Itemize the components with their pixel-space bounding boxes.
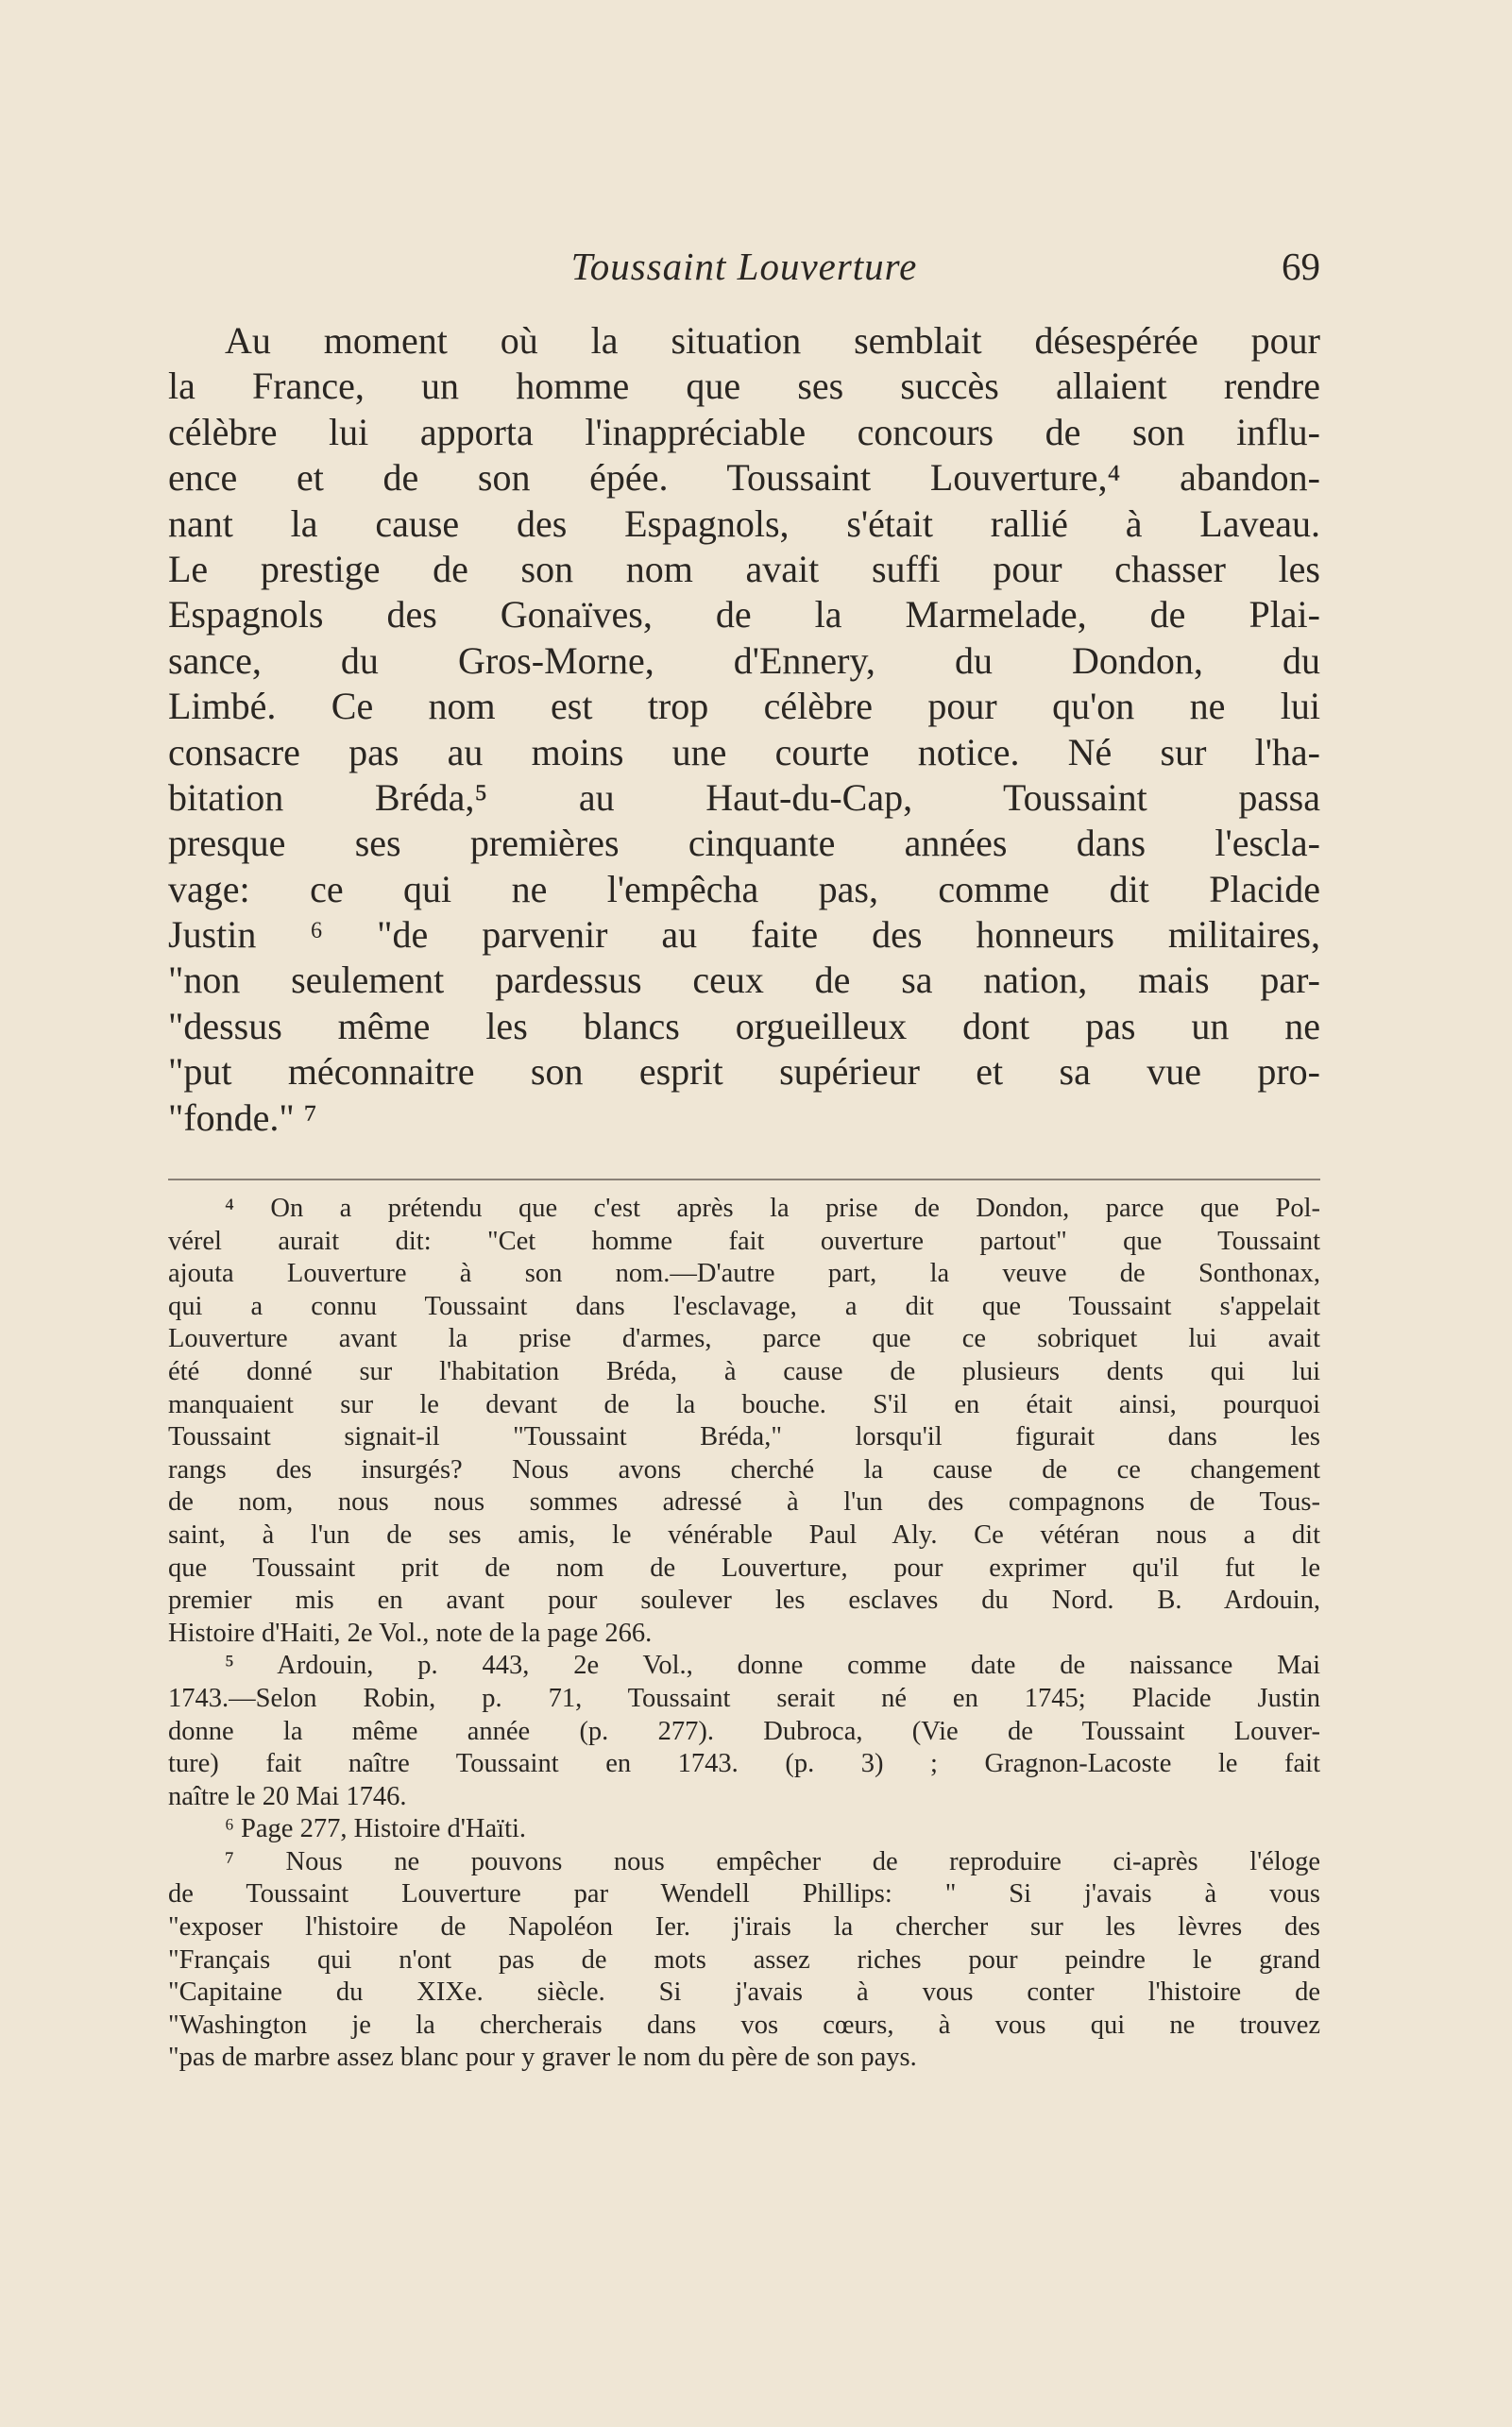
footnote-line: naître le 20 Mai 1746. — [168, 1781, 407, 1811]
running-title: Toussaint Louverture — [570, 245, 918, 288]
footnote-line: ajouta Louverture à son nom.—D'autre part, la veuve de Sonthonax, — [168, 1259, 1320, 1289]
text-line: Le prestige de son nom avait suffi pour chasser les — [168, 547, 1320, 590]
text-line: vage: ce qui ne l'empêcha pas, comme dit Placide — [168, 867, 1320, 910]
footnote-divider — [168, 1179, 1320, 1180]
main-paragraph — [168, 318, 1320, 1141]
footnote-line: de Toussaint Louverture par Wendell Phillips: " Si j'avais à vous — [168, 1879, 1320, 1909]
footnote-line: Louverture avant la prise d'armes, parce que ce sobriquet lui avait — [168, 1324, 1320, 1354]
text-line: la France, un homme que ses succès allaient rendre — [168, 365, 1320, 408]
text-line: ence et de son épée. Toussaint Louverture,⁴ abandon- — [168, 456, 1320, 500]
footnote-line: ⁶ Page 277, Histoire d'Haïti. — [225, 1814, 527, 1844]
footnote-line: Toussaint signait-il "Toussaint Bréda," lorsqu'il figurait dans les — [168, 1422, 1320, 1452]
footnote-line: ⁴ On a prétendu que c'est après la prise de Dondon, parce que Pol- — [225, 1194, 1320, 1223]
footnote-line: ture) fait naître Toussaint en 1743. (p. 3) ; Gragnon-Lacoste le fait — [168, 1749, 1320, 1779]
text-line: "dessus même les blancs orgueilleux dont pas un ne — [168, 1004, 1320, 1047]
footnote-line: Histoire d'Haiti, 2e Vol., note de la page 266. — [168, 1618, 653, 1648]
footnote-line: donne la même année (p. 277). Dubroca, (Vie de Toussaint Louver- — [168, 1716, 1320, 1746]
footnote-line: de nom, nous nous sommes adressé à l'un des compagnons de Tous- — [168, 1487, 1320, 1518]
footnote-line: ⁵ Ardouin, p. 443, 2e Vol., donne comme date de naissance Mai — [225, 1651, 1320, 1681]
text-line: sance, du Gros-Morne, d'Ennery, du Dondon, du — [168, 638, 1320, 682]
footnote-line: "pas de marbre assez blanc pour y graver le nom du père de son pays. — [168, 2043, 917, 2073]
text-line: célèbre lui apporta l'inappréciable concours de son influ- — [168, 410, 1320, 453]
text-line: Au moment où la situation semblait désespérée pour — [225, 319, 1320, 362]
text-line: bitation Bréda,⁵ au Haut-du-Cap, Toussaint passa — [168, 775, 1320, 819]
footnote-line: premier mis en avant pour soulever les esclaves du Nord. B. Ardouin, — [168, 1586, 1320, 1616]
footnote-line: "Washington je la chercherais dans vos cœurs, à vous qui ne trouvez — [168, 2010, 1320, 2040]
text-line: "put méconnaitre son esprit supérieur et sa vue pro- — [168, 1050, 1320, 1094]
footnote-line: ⁷ Nous ne pouvons nous empêcher de reproduire ci-après l'éloge — [225, 1846, 1320, 1876]
page-header — [168, 244, 1320, 300]
text-line: consacre pas au moins une courte notice. Né sur l'ha- — [168, 730, 1320, 773]
text-line: "fonde." ⁷ — [168, 1095, 317, 1139]
footnote-line: "Français qui n'ont pas de mots assez riches pour peindre le grand — [168, 1944, 1320, 1975]
footnote-line: manquaient sur le devant de la bouche. S'il en était ainsi, pourquoi — [168, 1389, 1320, 1419]
footnote-line: "exposer l'histoire de Napoléon Ier. j'irais la chercher sur les lèvres des — [168, 1912, 1320, 1943]
text-line: Espagnols des Gonaïves, de la Marmelade, de Plai- — [168, 593, 1320, 636]
footnote-line: été donné sur l'habitation Bréda, à cause de plusieurs dents qui lui — [168, 1356, 1320, 1386]
footnote-line: vérel aurait dit: "Cet homme fait ouverture partout" que Toussaint — [168, 1226, 1320, 1256]
footnote-line: "Capitaine du XIXe. siècle. Si j'avais à vous conter l'histoire de — [168, 1977, 1320, 2008]
footnote-line: que Toussaint prit de nom de Louverture, pour exprimer qu'il fut le — [168, 1553, 1320, 1583]
text-line: nant la cause des Espagnols, s'était rallié à Laveau. — [168, 501, 1320, 545]
text-line: presque ses premières cinquante années dans l'escla- — [168, 822, 1320, 865]
footnote-line: qui a connu Toussaint dans l'esclavage, a dit que Toussaint s'appelait — [168, 1291, 1320, 1321]
text-line: "non seulement pardessus ceux de sa nation, mais par- — [168, 959, 1320, 1002]
footnote-line: rangs des insurgés? Nous avons cherché la cause de ce changement — [168, 1454, 1320, 1485]
text-line: Limbé. Ce nom est trop célèbre pour qu'on ne lui — [168, 685, 1320, 728]
text-line: Justin ⁶ "de parvenir au faite des honneurs militaires, — [168, 913, 1320, 957]
page-number: 69 — [1282, 245, 1320, 288]
footnote-line: 1743.—Selon Robin, p. 71, Toussaint serait né en 1745; Placide Justin — [168, 1683, 1320, 1713]
footnote-line: saint, à l'un de ses amis, le vénérable Paul Aly. Ce vétéran nous a dit — [168, 1519, 1320, 1550]
footnotes — [168, 1193, 1320, 2075]
